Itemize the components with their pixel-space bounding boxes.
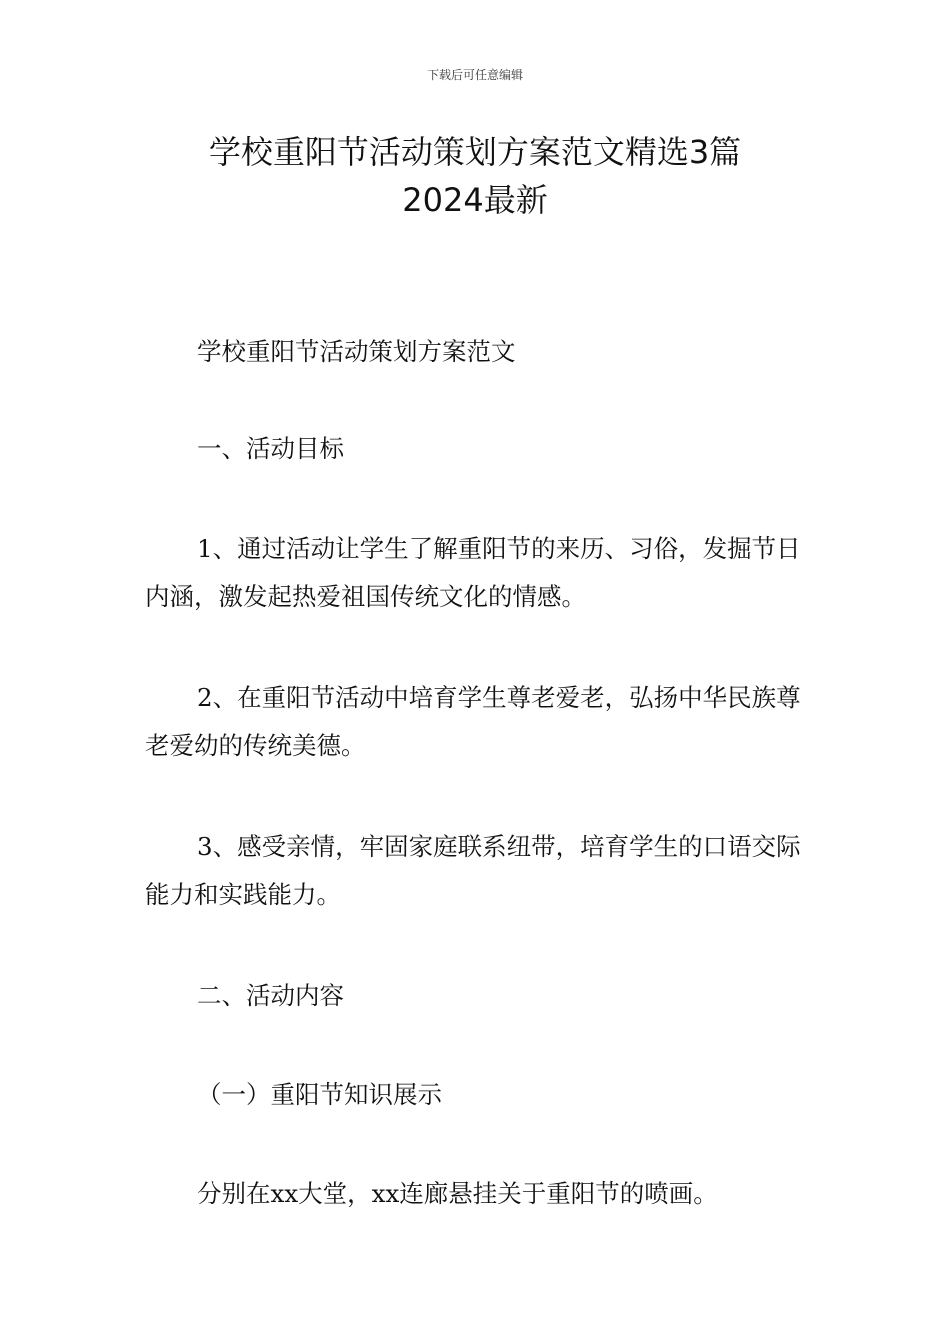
heading-activity-goals: 一、活动目标 bbox=[197, 434, 344, 463]
content-paragraph: 分别在xx大堂，xx连廊悬挂关于重阳节的喷画。 bbox=[197, 1179, 718, 1208]
subheading-knowledge-display: （一）重阳节知识展示 bbox=[197, 1080, 442, 1109]
section-heading-plan: 学校重阳节活动策划方案范文 bbox=[197, 337, 516, 366]
goal-item-2: 2、在重阳节活动中培育学生尊老爱老，弘扬中华民族尊老爱幼的传统美德。 bbox=[145, 683, 801, 760]
header-note: 下载后可任意编辑 bbox=[426, 68, 523, 82]
title-line-2: 2024最新 bbox=[402, 181, 548, 219]
goal-item-3: 3、感受亲情，牢固家庭联系纽带，培育学生的口语交际能力和实践能力。 bbox=[145, 832, 801, 909]
title-line-1: 学校重阳节活动策划方案范文精选3篇 bbox=[208, 133, 742, 171]
heading-activity-content: 二、活动内容 bbox=[197, 981, 344, 1010]
goal-item-1: 1、通过活动让学生了解重阳节的来历、习俗，发掘节日内涵，激发起热爱祖国传统文化的情感。 bbox=[145, 534, 801, 611]
document-title bbox=[140, 128, 810, 224]
